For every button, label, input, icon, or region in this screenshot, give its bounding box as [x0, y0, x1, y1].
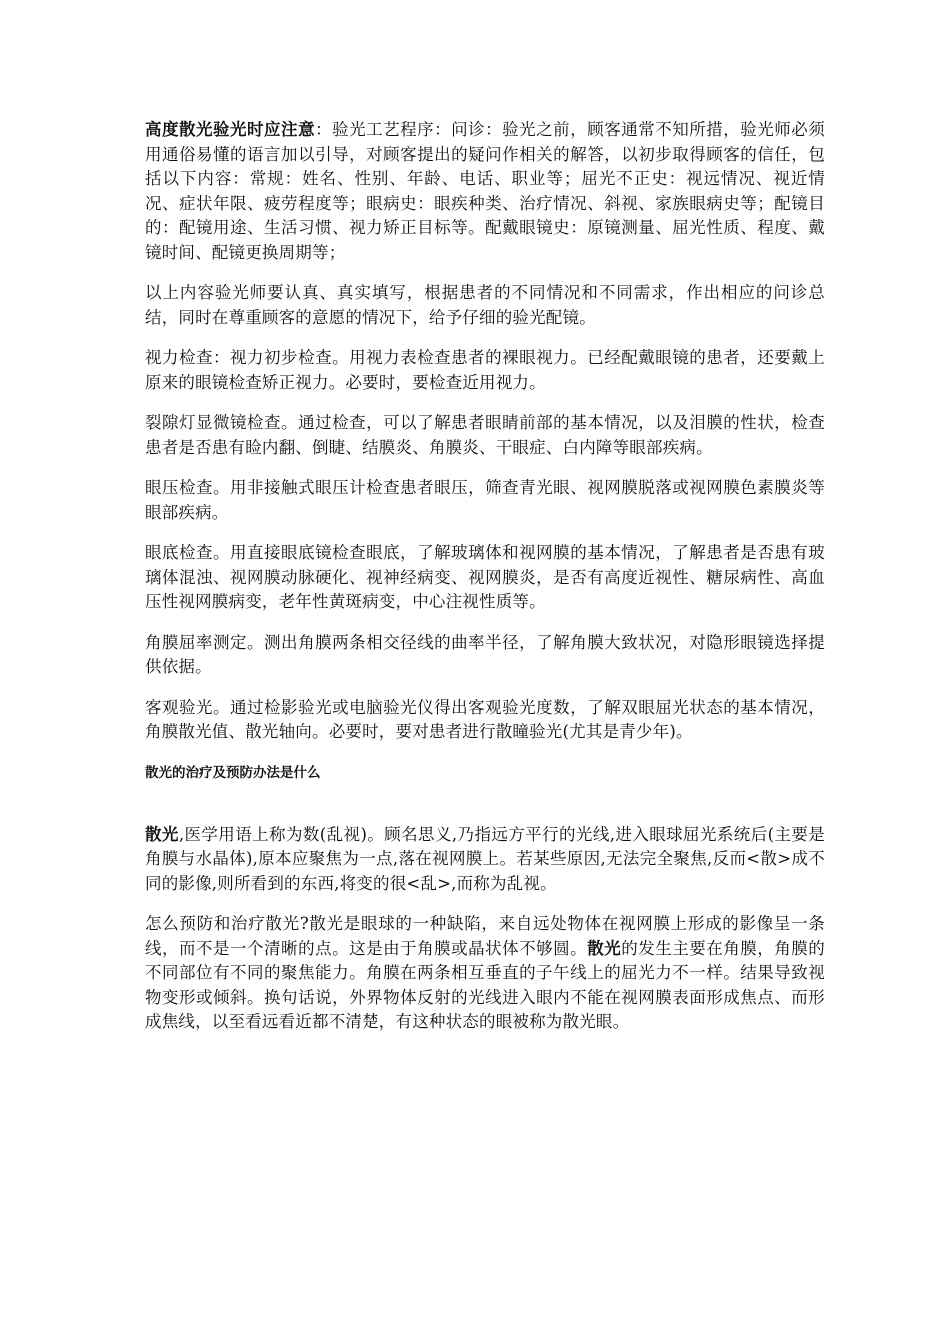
paragraph-vision-test: 视力检查：视力初步检查。用视力表检查患者的裸眼视力。已经配戴眼镜的患者，还要戴上原来的眼镜检查矫正视力。必要时，要检查近用视力。 — [145, 348, 825, 392]
paragraph-prevention-text-a: 怎么预防和治疗散光?散光是眼球的一种缺陷，来自远处物体在视网膜上形成的影像呈一条线，而不是一个清晰的点。这是由于角膜或晶状体不够圆。 — [145, 914, 825, 958]
paragraph-prevention-text-b: 的发生主要在角膜，角膜的不同部位有不同的聚焦能力。角膜在两条相互垂直的子午线上的屈光力不一样。结果导致视物变形或倾斜。换句话说，外界物体反射的光线进入眼内不能在视网膜表面形成焦点、而形成焦线，以至看远看近都不清楚，有这种状态的眼被称为散光眼。 — [145, 938, 825, 1031]
document-body — [145, 118, 825, 1051]
paragraph-summary: 以上内容验光师要认真、真实填写，根据患者的不同情况和不同需求，作出相应的问诊总结，同时在尊重顾客的意愿的情况下，给予仔细的验光配镜。 — [145, 283, 825, 327]
paragraph-keratometry: 角膜屈率测定。测出角膜两条相交径线的曲率半径，了解角膜大致状况，对隐形眼镜选择提供依据。 — [145, 632, 825, 676]
paragraph-intro — [145, 118, 825, 265]
paragraph-intro-text: ：验光工艺程序：问诊：验光之前，顾客通常不知所措，验光师必须用通俗易懂的语言加以引导，对顾客提出的疑问作相关的解答，以初步取得顾客的信任，包括以下内容：常规：姓名、性别、年龄、电话、职业等；屈光不正史：视远情况、视近情况、症状年限、疲劳程度等；眼病史：眼疾种类、治疗情况、斜视、家族眼病史等；配镜目的：配镜用途、生活习惯、视力矫正目标等。配戴眼镜史：原镜测量、屈光性质、程度、戴镜时间、配镜更换周期等； — [145, 120, 826, 262]
bold-term-astigmatism: 散光 — [145, 824, 179, 844]
paragraph-eye-pressure: 眼压检查。用非接触式眼压计检查患者眼压，筛查青光眼、视网膜脱落或视网膜色素膜炎等眼部疾病。 — [145, 478, 825, 522]
bold-term-title: 高度散光验光时应注意 — [145, 120, 316, 139]
paragraph-prevention — [145, 912, 825, 1035]
bold-term-astigmatism-inline: 散光 — [587, 938, 622, 958]
paragraph-fundus: 眼底检查。用直接眼底镜检查眼底，了解玻璃体和视网膜的基本情况，了解患者是否患有玻璃体混浊、视网膜动脉硬化、视神经病变、视网膜炎，是否有高度近视性、糖尿病性、高血压性视网膜病变，老年性黄斑病变，中心注视性质等。 — [145, 543, 825, 611]
paragraph-astigmatism-definition — [145, 823, 825, 897]
paragraph-slit-lamp: 裂隙灯显微镜检查。通过检查，可以了解患者眼睛前部的基本情况，以及泪膜的性状，检查患者是否患有睑内翻、倒睫、结膜炎、角膜炎、干眼症、白内障等眼部疾病。 — [145, 413, 825, 457]
paragraph-definition-text: ,医学用语上称为数(乱视)。顾名思义,乃指远方平行的光线,进入眼球屈光系统后(主要是角膜与水晶体),原本应聚焦为一点,落在视网膜上。若某些原因,无法完全聚焦,反而<散>成不同的影像,则所看到的东西,将变的很<乱>,而称为乱视。 — [145, 824, 825, 893]
paragraph-objective-refraction: 客观验光。通过检影验光或电脑验光仪得出客观验光度数，了解双眼屈光状态的基本情况，角膜散光值、散光轴向。必要时，要对患者进行散瞳验光(尤其是青少年)。 — [145, 697, 825, 741]
section-heading: 散光的治疗及预防办法是什么 — [145, 764, 321, 781]
